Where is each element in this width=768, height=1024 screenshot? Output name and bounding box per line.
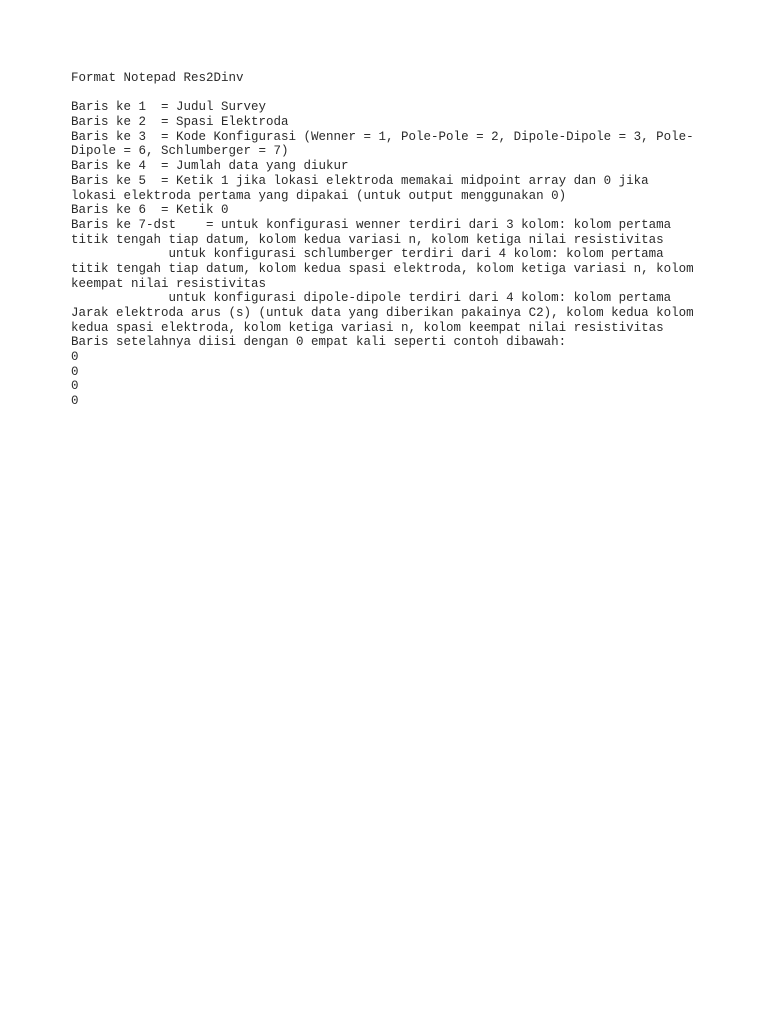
text-body — [71, 71, 711, 409]
text-line-18: 0 — [71, 350, 79, 365]
text-line-19: 0 — [71, 364, 79, 379]
text-line-6: Baris ke 5 = Ketik 1 jika lokasi elektroda memakai midpoint array dan 0 jika — [71, 173, 649, 188]
text-line-20: 0 — [71, 379, 79, 394]
text-line-8: Baris ke 6 = Ketik 0 — [71, 203, 229, 218]
document-title: Format Notepad Res2Dinv — [71, 71, 244, 85]
text-line-14: untuk konfigurasi dipole-dipole terdiri dari 4 kolom: kolom pertama — [71, 291, 672, 306]
text-line-17: Baris setelahnya diisi dengan 0 empat kali seperti contoh dibawah: — [71, 335, 567, 350]
text-line-5: Baris ke 4 = Jumlah data yang diukur — [71, 159, 349, 174]
blank-line — [71, 86, 711, 101]
text-line-10: titik tengah tiap datum, kolom kedua variasi n, kolom ketiga nilai resistivitas — [71, 232, 664, 247]
text-line-4: Dipole = 6, Schlumberger = 7) — [71, 144, 289, 159]
text-line-21: 0 — [71, 394, 79, 409]
text-line-13: keempat nilai resistivitas — [71, 276, 267, 291]
text-line-15: Jarak elektroda arus (s) (untuk data yang diberikan pakainya C2), kolom kedua kolom — [71, 306, 694, 320]
text-line-3: Baris ke 3 = Kode Konfigurasi (Wenner = 1, Pole-Pole = 2, Dipole-Dipole = 3, Pole- — [71, 129, 694, 144]
text-line-7: lokasi elektroda pertama yang dipakai (untuk output menggunakan 0) — [71, 188, 567, 203]
text-line-16: kedua spasi elektroda, kolom ketiga variasi n, kolom keempat nilai resistivitas — [71, 320, 664, 335]
text-line-1: Baris ke 1 = Judul Survey — [71, 100, 267, 115]
text-line-11: untuk konfigurasi schlumberger terdiri dari 4 kolom: kolom pertama — [71, 247, 664, 262]
text-line-9: Baris ke 7-dst = untuk konfigurasi wenner terdiri dari 3 kolom: kolom pertama — [71, 217, 672, 232]
text-line-12: titik tengah tiap datum, kolom kedua spasi elektroda, kolom ketiga variasi n, kolom — [71, 261, 694, 276]
text-line-2: Baris ke 2 = Spasi Elektroda — [71, 115, 289, 130]
